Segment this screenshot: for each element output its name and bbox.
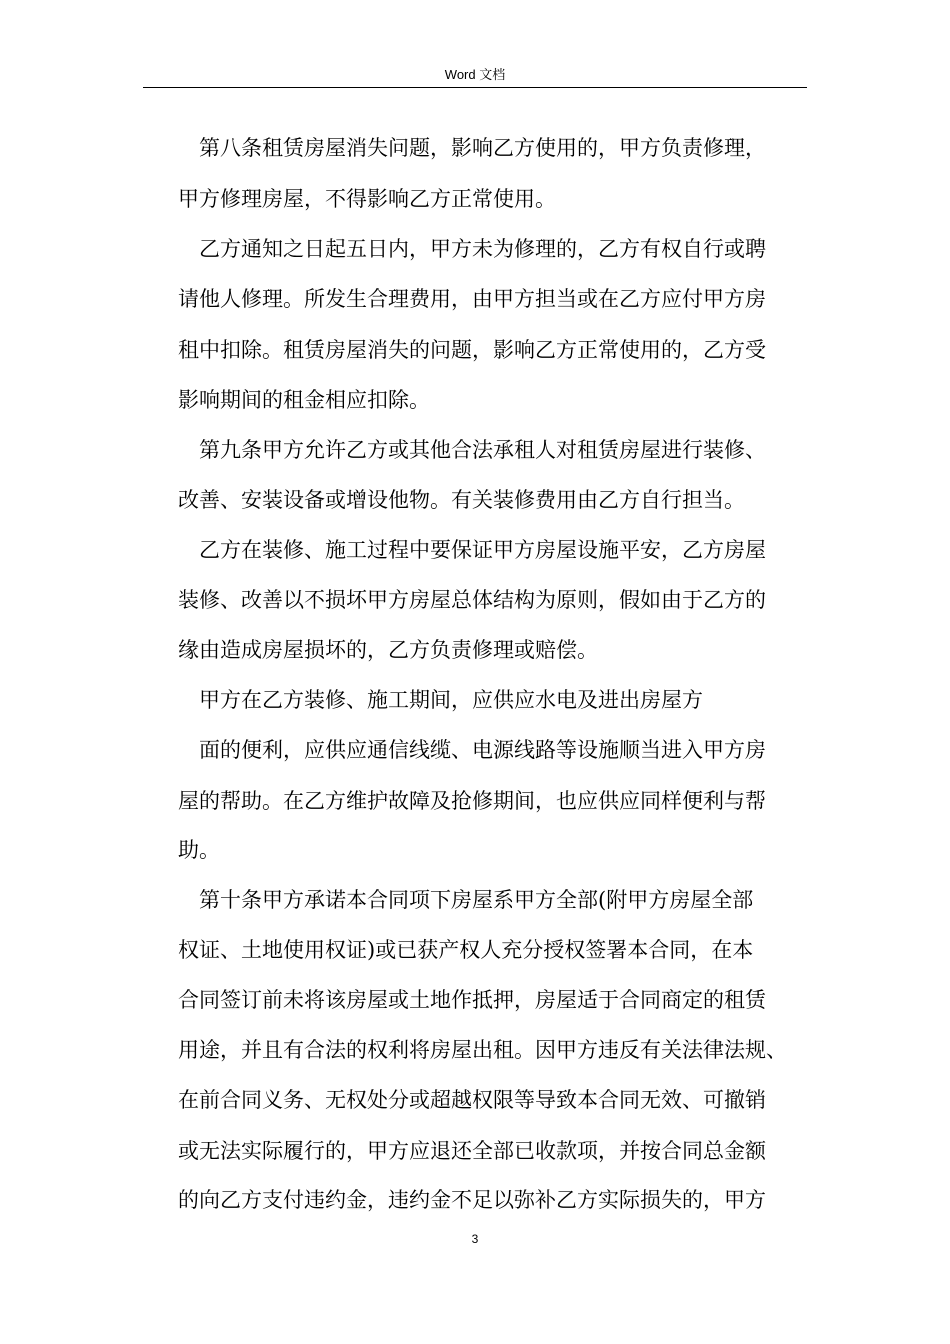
text-line: 合同签订前未将该房屋或土地作抵押，房屋适于合同商定的租赁 [178, 988, 766, 1012]
text-line: 第九条甲方允许乙方或其他合法承租人对租赁房屋进行装修、 [199, 438, 766, 462]
text-line: 第八条租赁房屋消失问题，影响乙方使用的，甲方负责修理， [199, 136, 766, 160]
text-line: 甲方在乙方装修、施工期间，应供应水电及进出房屋方 [199, 688, 703, 712]
text-line: 装修、改善以不损坏甲方房屋总体结构为原则，假如由于乙方的 [178, 588, 766, 612]
text-line: 甲方修理房屋，不得影响乙方正常使用。 [178, 187, 556, 211]
text-line: 影响期间的租金相应扣除。 [178, 388, 430, 412]
page-number: 3 [471, 1232, 479, 1246]
text-line: 乙方在装修、施工过程中要保证甲方房屋设施平安，乙方房屋 [199, 538, 766, 562]
text-line: 请他人修理。所发生合理费用，由甲方担当或在乙方应付甲方房 [178, 287, 766, 311]
text-line: 面的便利，应供应通信线缆、电源线路等设施顺当进入甲方房 [199, 738, 766, 762]
text-line: 第十条甲方承诺本合同项下房屋系甲方全部(附甲方房屋全部 [199, 888, 754, 912]
text-line: 屋的帮助。在乙方维护故障及抢修期间，也应供应同样便利与帮 [178, 789, 766, 813]
text-line: 乙方通知之日起五日内，甲方未为修理的，乙方有权自行或聘 [199, 237, 766, 261]
text-line: 的向乙方支付违约金，违约金不足以弥补乙方实际损失的，甲方 [178, 1188, 766, 1212]
text-line: 在前合同义务、无权处分或超越权限等导致本合同无效、可撤销 [178, 1088, 766, 1112]
text-line: 改善、安装设备或增设他物。有关装修费用由乙方自行担当。 [178, 488, 745, 512]
document-header-title: Word 文档 [444, 67, 506, 82]
header-divider [143, 87, 807, 88]
text-line: 租中扣除。租赁房屋消失的问题，影响乙方正常使用的，乙方受 [178, 338, 766, 362]
text-line: 缘由造成房屋损坏的，乙方负责修理或赔偿。 [178, 638, 598, 662]
text-line: 或无法实际履行的，甲方应退还全部已收款项，并按合同总金额 [178, 1139, 766, 1163]
text-line: 权证、土地使用权证)或已获产权人充分授权签署本合同，在本 [178, 938, 754, 962]
text-line: 用途，并且有合法的权利将房屋出租。因甲方违反有关法律法规、 [178, 1038, 787, 1062]
text-line: 助。 [178, 838, 220, 862]
